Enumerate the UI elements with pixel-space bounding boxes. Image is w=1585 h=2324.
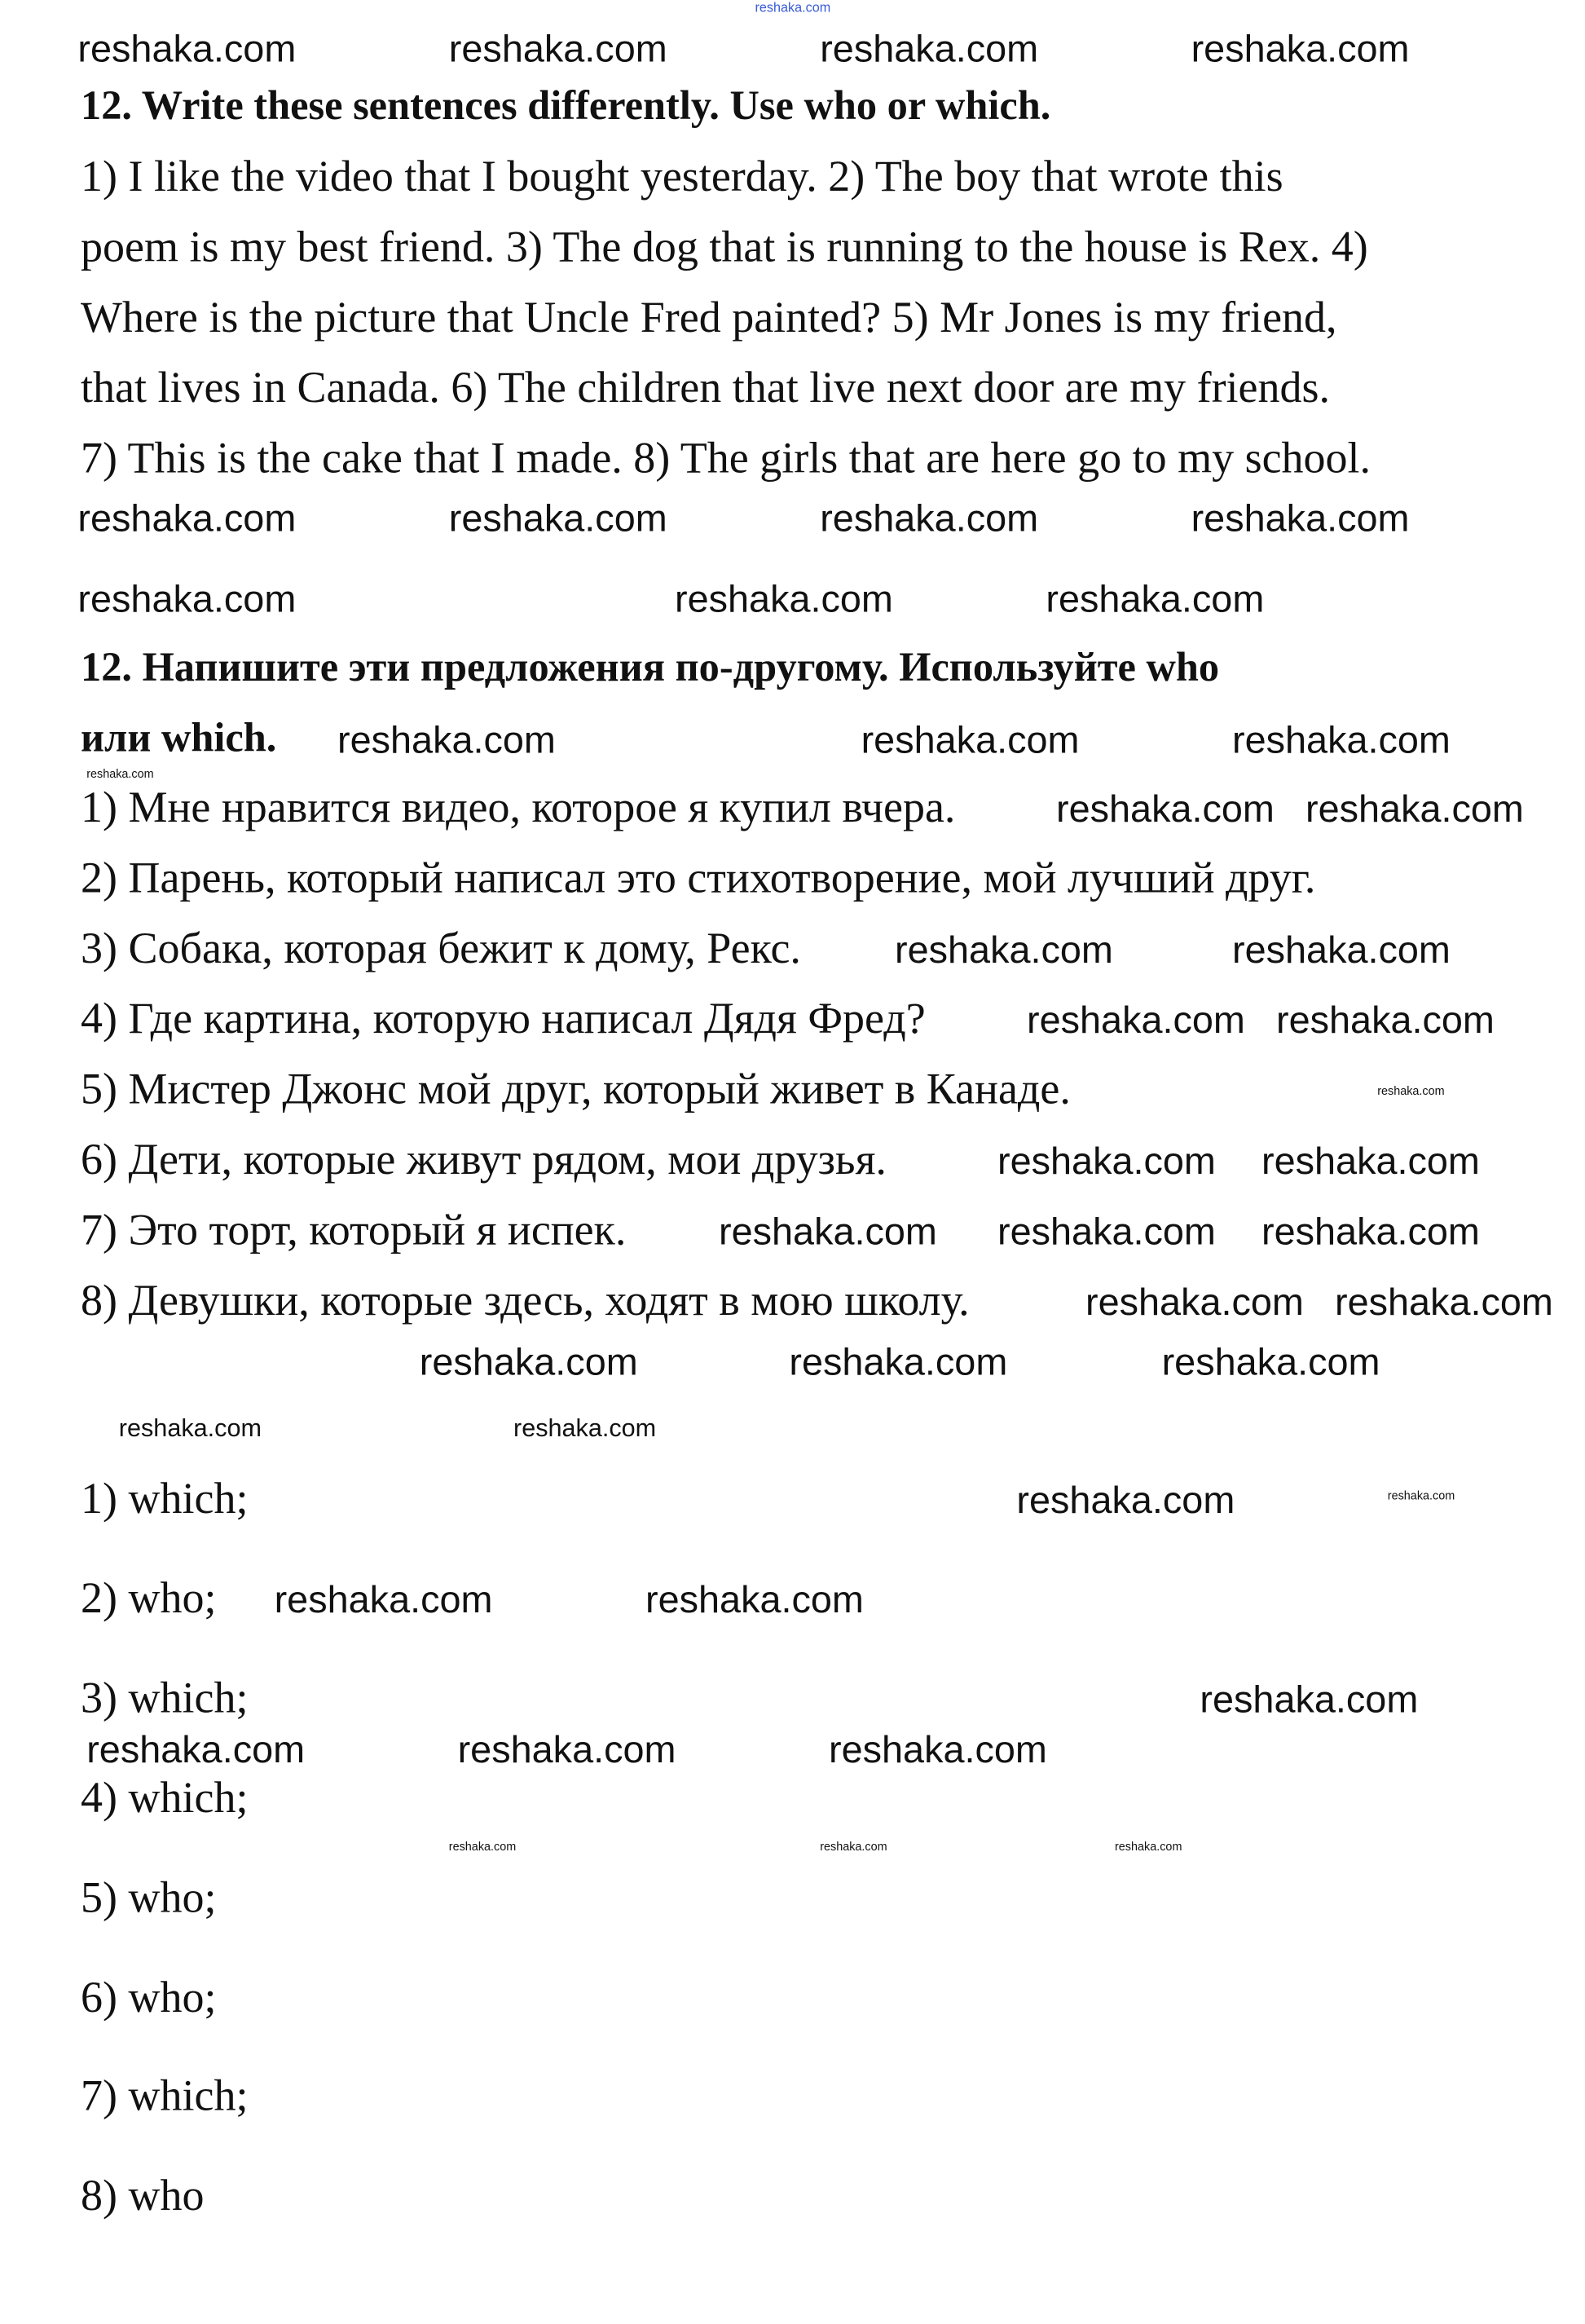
watermark-text: reshaka.com bbox=[1305, 786, 1524, 831]
english-text-line: 7) This is the cake that I made. 8) The girls that are here go to my school. bbox=[81, 434, 1371, 483]
watermark-text: reshaka.com bbox=[1191, 26, 1410, 71]
russian-text-line: 1) Мне нравится видео, которое я купил вчера. bbox=[81, 783, 956, 832]
watermark-text: reshaka.com bbox=[1335, 1279, 1553, 1324]
answer-item: 7) which; bbox=[81, 2071, 249, 2120]
watermark-text: reshaka.com bbox=[77, 26, 297, 71]
watermark-text: reshaka.com bbox=[829, 1726, 1047, 1771]
watermark-text: reshaka.com bbox=[820, 26, 1039, 71]
watermark-text: reshaka.com bbox=[337, 717, 556, 762]
watermark-text: reshaka.com bbox=[645, 1577, 864, 1621]
watermark-text: reshaka.com bbox=[419, 1339, 638, 1384]
watermark-text: reshaka.com bbox=[1261, 1209, 1480, 1254]
watermark-text: reshaka.com bbox=[1056, 786, 1275, 831]
watermark-text: reshaka.com bbox=[1276, 998, 1495, 1042]
russian-task-title: 12. Напишите эти предложения по-другому. Используйте who bbox=[81, 646, 1220, 691]
answer-item: 6) who; bbox=[81, 1973, 217, 2022]
watermark-text: reshaka.com bbox=[719, 1209, 937, 1254]
watermark-text: reshaka.com bbox=[861, 717, 1080, 762]
russian-text-line: 6) Дети, которые живут рядом, мои друзья. bbox=[81, 1136, 887, 1184]
watermark-text: reshaka.com bbox=[820, 1840, 887, 1854]
watermark-text: reshaka.com bbox=[997, 1138, 1216, 1183]
watermark-text: reshaka.com bbox=[1016, 1477, 1235, 1522]
watermark-text: reshaka.com bbox=[1046, 576, 1265, 621]
watermark-text: reshaka.com bbox=[1261, 1138, 1480, 1183]
english-text-line: Where is the picture that Uncle Fred painted? 5) Mr Jones is my friend, bbox=[81, 293, 1337, 342]
watermark-text: reshaka.com bbox=[457, 1726, 676, 1771]
watermark-text: reshaka.com bbox=[1085, 1279, 1304, 1324]
watermark-text: reshaka.com bbox=[86, 1726, 306, 1771]
russian-text-line: 4) Где картина, которую написал Дядя Фред? bbox=[81, 994, 926, 1043]
watermark-text: reshaka.com bbox=[1115, 1840, 1182, 1854]
english-text-line: 1) I like the video that I bought yesterday. 2) The boy that wrote this bbox=[81, 152, 1283, 201]
watermark-text: reshaka.com bbox=[118, 1414, 262, 1443]
watermark-text: reshaka.com bbox=[448, 1840, 517, 1854]
watermark-text: reshaka.com bbox=[1161, 1339, 1380, 1384]
english-task-title: 12. Write these sentences differently. Use who or which. bbox=[81, 83, 1051, 130]
watermark-text: reshaka.com bbox=[77, 496, 297, 540]
watermark-text: reshaka.com bbox=[77, 576, 297, 621]
answer-item: 8) who bbox=[81, 2172, 205, 2220]
russian-text-line: 7) Это торт, который я испек. bbox=[81, 1206, 627, 1255]
watermark-text: reshaka.com bbox=[448, 26, 667, 71]
watermark-text: reshaka.com bbox=[1387, 1489, 1455, 1503]
watermark-text: reshaka.com bbox=[895, 927, 1113, 972]
watermark-text: reshaka.com bbox=[1377, 1084, 1445, 1098]
watermark-text: reshaka.com bbox=[448, 496, 667, 540]
watermark-text: reshaka.com bbox=[1232, 717, 1451, 762]
watermark-text: reshaka.com bbox=[274, 1577, 493, 1621]
answer-item: 5) who; bbox=[81, 1873, 217, 1922]
watermark-text: reshaka.com bbox=[789, 1339, 1008, 1384]
watermark-text: reshaka.com bbox=[1191, 496, 1410, 540]
russian-text-line: 2) Парень, который написал это стихотворение, мой лучший друг. bbox=[81, 853, 1316, 902]
watermark-text: reshaka.com bbox=[1200, 1677, 1419, 1722]
answer-item: 1) which; bbox=[81, 1475, 249, 1524]
answer-item: 4) which; bbox=[81, 1774, 249, 1823]
russian-text-line: 5) Мистер Джонс мой друг, который живет в Канаде. bbox=[81, 1065, 1071, 1114]
watermark-text: reshaka.com bbox=[86, 767, 154, 781]
russian-text-line: 8) Девушки, которые здесь, ходят в мою школу. bbox=[81, 1277, 970, 1325]
watermark-text: reshaka.com bbox=[997, 1209, 1216, 1254]
watermark-text: reshaka.com bbox=[513, 1414, 657, 1443]
answer-item: 2) who; bbox=[81, 1574, 217, 1623]
russian-task-title-cont: или which. bbox=[81, 716, 277, 762]
english-text-line: that lives in Canada. 6) The children that live next door are my friends. bbox=[81, 364, 1331, 412]
watermark-text: reshaka.com bbox=[820, 496, 1039, 540]
russian-text-line: 3) Собака, которая бежит к дому, Рекс. bbox=[81, 924, 801, 973]
header-watermark: reshaka.com bbox=[755, 0, 831, 15]
watermark-text: reshaka.com bbox=[675, 576, 893, 621]
watermark-text: reshaka.com bbox=[1232, 927, 1451, 972]
watermark-text: reshaka.com bbox=[1027, 998, 1245, 1042]
english-text-line: poem is my best friend. 3) The dog that is running to the house is Rex. 4) bbox=[81, 223, 1368, 271]
answer-item: 3) which; bbox=[81, 1674, 249, 1723]
